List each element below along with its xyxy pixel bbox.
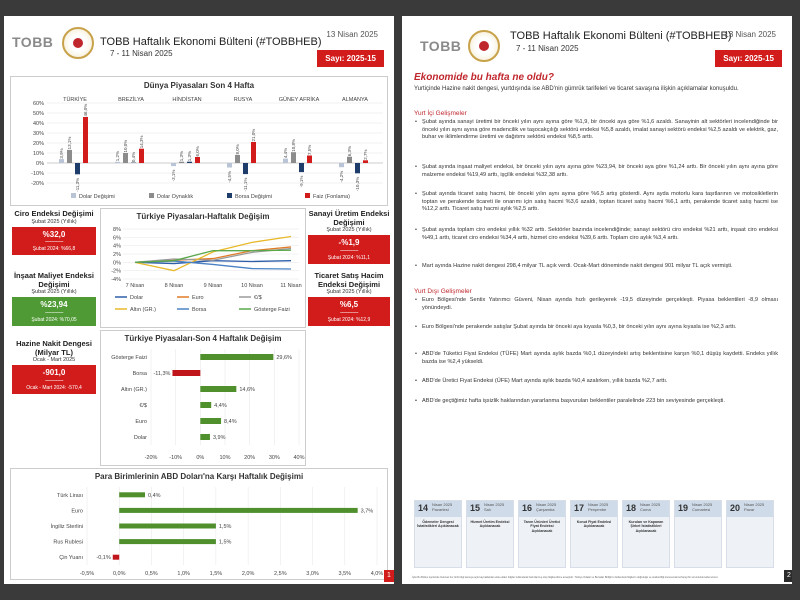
indicator-divider: ------------ <box>45 309 63 316</box>
data-label: 1,5% <box>218 524 232 530</box>
y-tick-label: 60% <box>32 101 44 107</box>
disclaimer-footer: İşbu Bu Bülten içerisinde bulunan her türlü bilgi kamuya açık kaynaklardan elde edilen bilgiler kullanılarak hazırlanmış olup bilgilendirme amaçlıdır. Türkiye Odalar ve Borsalar Birliği bu bültendeki bilgilerin doğruluğu ve eksiksizliği konusunda herhangi bir sorumluluk kabul etmez. <box>412 576 719 579</box>
currency-chart <box>11 483 387 579</box>
bar <box>200 418 221 424</box>
calendar-day-date <box>484 503 504 513</box>
calendar-day-date <box>432 503 452 513</box>
page-2 <box>402 16 792 584</box>
bar <box>171 163 176 166</box>
y-tick-label: 2% <box>113 252 121 258</box>
data-label: -9,1% <box>299 175 304 188</box>
data-label: 1,3% <box>187 150 192 162</box>
calendar-month: Nisan 2025 <box>536 502 557 507</box>
data-label: 3,7% <box>360 508 374 515</box>
indicator-previous: Şubat 2024: %11,1 <box>327 255 371 262</box>
bulletin-date: 13 Nisan 2025 <box>326 30 378 39</box>
calendar-day-number: 18 <box>626 503 637 513</box>
legend-swatch <box>227 193 232 198</box>
y-tick-label: 30% <box>32 131 44 137</box>
data-label: 13,1% <box>67 136 72 150</box>
category-label: Altın (GR.) <box>121 387 147 393</box>
data-label: 1,2% <box>115 151 120 162</box>
legend-label: Dolar Oynaklık <box>157 194 194 200</box>
bulletin-period: 7 - 11 Nisan 2025 <box>516 44 579 53</box>
legend-label: Altın (GR.) <box>130 307 156 313</box>
data-label: 46,0% <box>83 103 88 117</box>
y-tick-label: 40% <box>32 121 44 127</box>
data-label: 3,9% <box>212 435 226 441</box>
category-label: BREZİLYA <box>118 97 144 103</box>
calendar-month: Nisan 2025 <box>640 502 661 507</box>
calendar-day-date <box>692 503 712 513</box>
data-label: -11,3% <box>153 371 171 377</box>
foreign-heading: Yurt Dışı Gelişmeler <box>414 288 472 295</box>
x-tick-label: 10 Nisan <box>241 283 263 289</box>
seal-logo-icon <box>62 27 94 59</box>
issue-badge: Sayı: 2025-15 <box>715 50 782 67</box>
page-header <box>4 16 394 76</box>
calendar-day-number: 19 <box>678 503 689 513</box>
calendar-event: Ödemeler Dengesi İstatistikleri Açıklanacak <box>417 520 459 529</box>
calendar-month: Nisan 2025 <box>744 502 765 507</box>
data-label: 1,5% <box>218 539 232 546</box>
calendar-day-header <box>727 501 773 517</box>
indicator-divider: ------------ <box>340 247 358 254</box>
indicator-previous: Şubat 2024: %12,9 <box>327 317 371 324</box>
category-label: RUSYA <box>233 97 253 103</box>
y-tick-label: -4% <box>111 277 121 283</box>
x-tick-label: 1,0% <box>177 571 190 577</box>
bulletin-period: 7 - 11 Nisan 2025 <box>110 49 173 58</box>
weekly-calendar <box>414 500 778 568</box>
x-tick-label: 10% <box>219 455 231 461</box>
indicator-value: %6,5 <box>339 300 359 310</box>
x-tick-label: 7 Nisan <box>125 283 145 289</box>
indicator-period: Şubat 2025 (Yıllık) <box>326 289 372 296</box>
x-tick-label: 3,0% <box>306 571 319 577</box>
calendar-day-header <box>623 501 669 517</box>
bar <box>123 153 128 163</box>
bar <box>172 370 200 376</box>
calendar-day <box>466 500 514 568</box>
chart-title: Türkiye Piyasaları-Haftalık Değişim <box>136 212 270 221</box>
indicator-title: İnşaat Maliyet Endeksi Değişimi <box>13 271 95 289</box>
calendar-day <box>726 500 774 568</box>
category-label: Rus Rublesi <box>53 539 83 546</box>
calendar-event <box>727 517 773 523</box>
data-label: 7,5% <box>307 144 312 155</box>
y-tick-label: 8% <box>113 227 121 233</box>
indicator-divider: ------------ <box>340 309 358 316</box>
calendar-day <box>674 500 722 568</box>
x-tick-label: 2,5% <box>274 571 287 577</box>
calendar-weekday: Pazartesi <box>432 506 449 512</box>
bar <box>347 157 352 163</box>
news-bullet: • Euro Bölgesi'nde perakende satışlar Şubat ayında bir önceki aya kıyasla %0,3, bir önceki yılın aynı ayına kıyasla ise %2,3 arttı. <box>414 324 778 332</box>
bar <box>299 163 304 172</box>
calendar-weekday: Salı <box>484 506 491 512</box>
category-label: HİNDİSTAN <box>172 97 202 103</box>
news-bullet: • ABD'de Üretici Fiyat Endeksi (ÜFE) Mart ayında aylık bazda %0,4 azalırken, yıllık bazda %2,7 arttı. <box>414 378 778 386</box>
x-tick-label: 2,0% <box>241 571 255 577</box>
news-bullet: • Şubat ayında toplam ciro endeksi yıllık %32 arttı. Sektörler bazında incelendiğinde; sanayi sektörü ciro endeksi %21 arttı, inşaat ciro endeksi %49,1 arttı, ticaret ciro endeksi %34,4 arttı, hizmet ciro endeksi %39,6 arttı. Toplam ciro aylık %3,4 arttı. <box>414 227 778 242</box>
bar <box>200 402 211 408</box>
world-markets-panel <box>10 76 388 206</box>
legend-swatch <box>71 193 76 198</box>
bar <box>75 163 80 174</box>
news-bullet: • ABD'de Tüketici Fiyat Endeksi (TÜFE) Mart ayında aylık bazda %0,1 düzeyindeki artış beklentisine karşın %0,1 düşüş kaydetti. Endeks yıllık bazda ise %2,4 yükseldi. <box>414 351 778 366</box>
data-label: 2,7% <box>363 149 368 160</box>
data-label: 8,4% <box>224 419 237 425</box>
bar <box>200 386 236 392</box>
calendar-day <box>622 500 670 568</box>
calendar-day-header <box>571 501 617 517</box>
y-tick-label: 4% <box>113 243 121 250</box>
category-label: Borsa <box>132 371 147 377</box>
bar <box>227 163 232 168</box>
calendar-day-header <box>415 501 461 517</box>
x-tick-label: -10% <box>169 455 183 461</box>
data-label: 0,4% <box>148 492 161 499</box>
section-heading: Ekonomide bu hafta ne oldu? <box>414 72 554 83</box>
bar <box>59 159 64 163</box>
bar <box>119 492 145 497</box>
y-tick-label: -2% <box>111 268 121 275</box>
calendar-day <box>414 500 462 568</box>
data-label: 0,4% <box>131 151 136 163</box>
calendar-month: Nisan 2025 <box>484 502 505 507</box>
weekly-change-chart <box>101 223 305 327</box>
category-label: Euro <box>71 508 83 515</box>
indicator-previous: Ocak - Mart 2024: -570,4 <box>26 385 82 392</box>
news-bullet: • Mart ayında Hazine nakit dengesi 298,4 milyar TL açık verdi. Ocak-Mart döneminde nakit dengesi 901 milyar TL açık vermişti. <box>414 263 778 271</box>
indicator-title: Hazine Nakit Dengesi (Milyar TL) <box>16 339 92 357</box>
data-label: 6,3% <box>347 145 352 157</box>
data-label: 29,6% <box>276 355 292 361</box>
x-tick-label: 1,5% <box>209 571 223 577</box>
bar <box>339 163 344 167</box>
category-label: Dolar <box>133 435 147 441</box>
category-label: Türk Lirası <box>57 492 83 499</box>
bar <box>195 157 200 163</box>
bar <box>119 508 357 513</box>
indicator-box <box>308 235 390 264</box>
calendar-day-number: 17 <box>574 503 585 513</box>
bar <box>200 354 273 360</box>
data-label: 4,4% <box>214 403 227 409</box>
chart-title: Dünya Piyasaları Son 4 Hafta <box>143 81 255 90</box>
data-label: 10,0% <box>123 139 128 153</box>
indicator-previous: Şubat 2024: %70,05 <box>31 317 77 324</box>
calendar-day-date <box>640 503 660 513</box>
news-bullet: • Şubat ayında inşaat maliyet endeksi, bir önceki yılın aynı ayına göre %23,94, bir önceki aya göre %1,24 arttı. Bir önceki yılın aynı ayına göre malzeme endeksi %19,49 arttı, işçilik endeksi %32,38 arttı. <box>414 164 778 179</box>
x-tick-label: 0,0% <box>112 571 126 577</box>
data-label: 14,3% <box>139 135 144 149</box>
calendar-month: Nisan 2025 <box>432 502 453 507</box>
category-label: Gösterge Faizi <box>111 355 147 361</box>
indicator-box <box>12 227 96 256</box>
calendar-weekday: Perşembe <box>588 506 607 512</box>
data-label: 10,8% <box>291 138 296 152</box>
legend-label: Dolar <box>130 295 144 301</box>
x-tick-label: -0,5% <box>79 571 95 577</box>
x-tick-label: 40% <box>293 455 305 461</box>
x-tick-label: 4,0% <box>370 571 384 577</box>
x-tick-label: -20% <box>144 455 158 461</box>
indicator-period: Şubat 2025 (Yıllık) <box>31 289 77 296</box>
bulletin-title: TOBB Haftalık Ekonomi Bülteni (#TOBBHEB) <box>100 36 322 48</box>
data-label: -11,3% <box>75 177 80 192</box>
page-header <box>402 16 792 76</box>
bar <box>139 149 144 163</box>
data-label: 3,9% <box>59 148 64 159</box>
x-tick-label: 0% <box>196 455 205 461</box>
category-label: Çin Yuanı <box>59 555 83 562</box>
calendar-weekday: Çarşamba <box>536 506 555 512</box>
y-tick-label: 0% <box>36 161 44 167</box>
bar <box>251 142 256 163</box>
bulletin-title: TOBB Haftalık Ekonomi Bülteni (#TOBBHEB) <box>510 30 732 42</box>
category-label: İngiliz Sterlini <box>50 524 83 530</box>
legend-label: Borsa Değişimi <box>235 194 272 200</box>
calendar-day-header <box>675 501 721 517</box>
legend-label: Gösterge Faizi <box>254 307 290 313</box>
bar <box>307 156 312 164</box>
page-1 <box>4 16 394 584</box>
calendar-weekday: Cumartesi <box>692 506 711 512</box>
page-number: 2 <box>784 570 792 582</box>
intro-text: Yurtiçinde Hazine nakit dengesi, yurtdışında ise ABD'nin gümrük tarifeleri ve ticaret savaşına ilişkin açıklamalar konuşuldu. <box>414 86 739 92</box>
indicator-period: Ocak - Mart 2025 <box>32 357 76 364</box>
x-tick-label: 8 Nisan <box>164 283 184 289</box>
four-week-chart <box>101 345 305 465</box>
indicator-divider: ------------ <box>45 239 63 246</box>
indicator-divider: ------------ <box>45 377 63 384</box>
indicator-title: Ciro Endeksi Değişimi <box>14 209 94 218</box>
news-bullet: • Şubat ayında sanayi üretimi bir önceki yılın aynı ayına göre %1,9, bir önceki aya göre %1,6 azaldı. Sanayinin alt sektörleri incelendiğinde bir önceki yılın aynı ayına göre madencilik ve taşocakçılığı sektörü endeksi %5,8 azaldı, imalat sanayi sektörü endeksi %2,5 azaldı ve elektrik, gaz, buhar ve iklimlendirme üretimi ve dağıtımı sektörü endeksi %8,5 arttı. <box>414 119 778 142</box>
indicator-value: -901,0 <box>42 368 66 378</box>
weekly-change-panel <box>100 208 306 328</box>
legend-label: €/$ <box>254 295 262 301</box>
indicator-ticaret <box>308 272 390 326</box>
calendar-month: Nisan 2025 <box>588 502 609 507</box>
calendar-day-number: 14 <box>418 503 429 513</box>
calendar-month: Nisan 2025 <box>692 502 713 507</box>
indicator-title: Sanayi Üretim Endeksi Değişimi <box>308 209 390 227</box>
y-tick-label: 10% <box>32 151 44 157</box>
category-label: ALMANYA <box>342 97 368 103</box>
series-line <box>135 237 291 271</box>
x-tick-label: 20% <box>244 455 256 461</box>
calendar-weekday: Pazar <box>744 506 755 512</box>
tobb-logo: TOBB <box>12 34 54 50</box>
domestic-heading: Yurt İçi Gelişmeler <box>414 110 467 117</box>
calendar-day-number: 20 <box>730 503 741 513</box>
calendar-day <box>518 500 566 568</box>
x-tick-label: 11 Nisan <box>280 283 302 289</box>
indicator-value: %32,0 <box>42 229 66 239</box>
calendar-day <box>570 500 618 568</box>
x-tick-label: 3,5% <box>338 571 352 577</box>
calendar-day-date <box>536 503 556 513</box>
bar <box>119 539 216 544</box>
seal-logo-icon <box>468 30 500 62</box>
indicator-hazine <box>12 340 96 394</box>
bar <box>83 117 88 163</box>
indicator-box <box>308 297 390 326</box>
legend-label: Dolar Değişimi <box>79 194 115 200</box>
indicator-box <box>12 297 96 326</box>
x-tick-label: 9 Nisan <box>203 283 223 289</box>
category-label: Euro <box>135 419 147 425</box>
indicator-period: Şubat 2025 (Yıllık) <box>31 218 77 225</box>
y-tick-label: -10% <box>31 171 44 177</box>
bar <box>283 159 288 163</box>
indicator-previous: Şubat 2024: %66,8 <box>32 246 76 253</box>
chart-title: Para Birimlerinin ABD Doları'na Karşı Haftalık Değişimi <box>94 472 304 481</box>
data-label: 14,6% <box>239 387 255 393</box>
data-label: 21,0% <box>251 128 256 142</box>
category-label: €/$ <box>139 403 147 409</box>
legend-label: Borsa <box>192 307 207 313</box>
x-tick-label: 0,5% <box>145 571 158 577</box>
page-number: 1 <box>384 570 394 582</box>
y-tick-label: 50% <box>32 111 44 117</box>
calendar-event: Kurulan ve Kapanan Şirket İstatistikleri Açıklanacak <box>628 520 664 533</box>
data-label: -4,2% <box>339 170 344 183</box>
data-label: -3,1% <box>171 169 176 182</box>
indicator-title: Ticaret Satış Hacim Endeksi Değişimi <box>314 271 384 289</box>
calendar-weekday: Cuma <box>640 506 651 512</box>
indicator-period: Şubat 2025 (Yıllık) <box>326 227 372 234</box>
chart-title: Türkiye Piyasaları-Son 4 Haftalık Değişim <box>124 334 282 343</box>
data-label: 1,3% <box>179 150 184 162</box>
bar <box>67 150 72 163</box>
news-bullet: • ABD'de geçtiğimiz hafta işsizlik haklarından yararlanma başvuruları beklentiler paralelinde 223 bin seviyesinde gerçekleşti. <box>414 398 778 406</box>
news-bullet: • Şubat ayında ticaret satış hacmi, bir önceki yılın aynı ayına göre %6,5 artış gösterdi. Aynı ayda motorlu kara taşıtlarının ve motosikletlerin toptan ve perakende ticareti ile onarımı için satış hacmi %3,6 azaldı, toptan ticaret satış hacmi %6,1 arttı, perakende ticaret satış hacmi ise %12,2 arttı. Ticaret satış hacmi aylık %2,5 arttı. <box>414 191 778 214</box>
tobb-logo: TOBB <box>420 38 462 54</box>
data-label: 6,0% <box>195 146 200 157</box>
y-tick-label: 6% <box>113 235 121 242</box>
bar <box>200 434 210 440</box>
legend-swatch <box>305 193 310 198</box>
calendar-day-date <box>588 503 608 513</box>
calendar-event: Konut Fiyat Endeksi Açıklanacak <box>576 520 612 529</box>
calendar-day-number: 16 <box>522 503 533 513</box>
calendar-event <box>675 517 721 523</box>
calendar-event: Tarım Ürünleri Üretici Fiyat Endeksi Açıklanacak <box>523 520 561 533</box>
calendar-event: Hizmet Üretim Endeksi Açıklanacak <box>470 520 510 529</box>
legend-swatch <box>149 193 154 198</box>
currency-panel <box>10 468 388 580</box>
category-label: TÜRKİYE <box>63 97 87 103</box>
y-tick-label: 0% <box>113 260 121 267</box>
category-label: GÜNEY AFRİKA <box>278 97 320 103</box>
bar <box>113 555 119 560</box>
bar <box>291 152 296 163</box>
calendar-day-number: 15 <box>470 503 481 513</box>
legend-label: Faiz (Fonlama) <box>313 194 350 200</box>
data-label: -10,3% <box>355 176 360 192</box>
issue-badge: Sayı: 2025-15 <box>317 50 384 67</box>
indicator-value: -%1,9 <box>338 238 360 248</box>
news-bullet: • Euro Bölgesi'nde Sentix Yatırımcı Güveni, Nisan ayında hızlı gerileyerek -19,5 düzeyinde gerçekleşti. Piyasa beklentileri -8,9 olması yönündeydi. <box>414 297 778 312</box>
data-label: 8,0% <box>235 144 240 155</box>
bar <box>119 524 216 529</box>
bar <box>235 155 240 163</box>
data-label: -11,1% <box>243 177 248 192</box>
indicator-box <box>12 365 96 394</box>
world-markets-chart <box>11 93 387 205</box>
indicator-value: %23,94 <box>40 300 68 310</box>
y-tick-label: -20% <box>31 181 44 187</box>
indicator-ciro <box>12 210 96 255</box>
four-week-panel <box>100 330 306 466</box>
calendar-day-header <box>467 501 513 517</box>
indicator-sanayi <box>308 210 390 264</box>
calendar-day-header <box>519 501 565 517</box>
bar <box>243 163 248 174</box>
data-label: -4,5% <box>227 171 232 183</box>
legend-label: Euro <box>192 295 204 301</box>
x-tick-label: 30% <box>268 455 280 461</box>
bar <box>355 163 360 173</box>
data-label: -0,1% <box>96 555 111 562</box>
y-tick-label: 20% <box>32 141 44 147</box>
indicator-insaat <box>12 272 96 326</box>
bulletin-date: 13 Nisan 2025 <box>724 30 776 39</box>
calendar-day-date <box>744 503 764 513</box>
data-label: 4,4% <box>283 147 288 159</box>
